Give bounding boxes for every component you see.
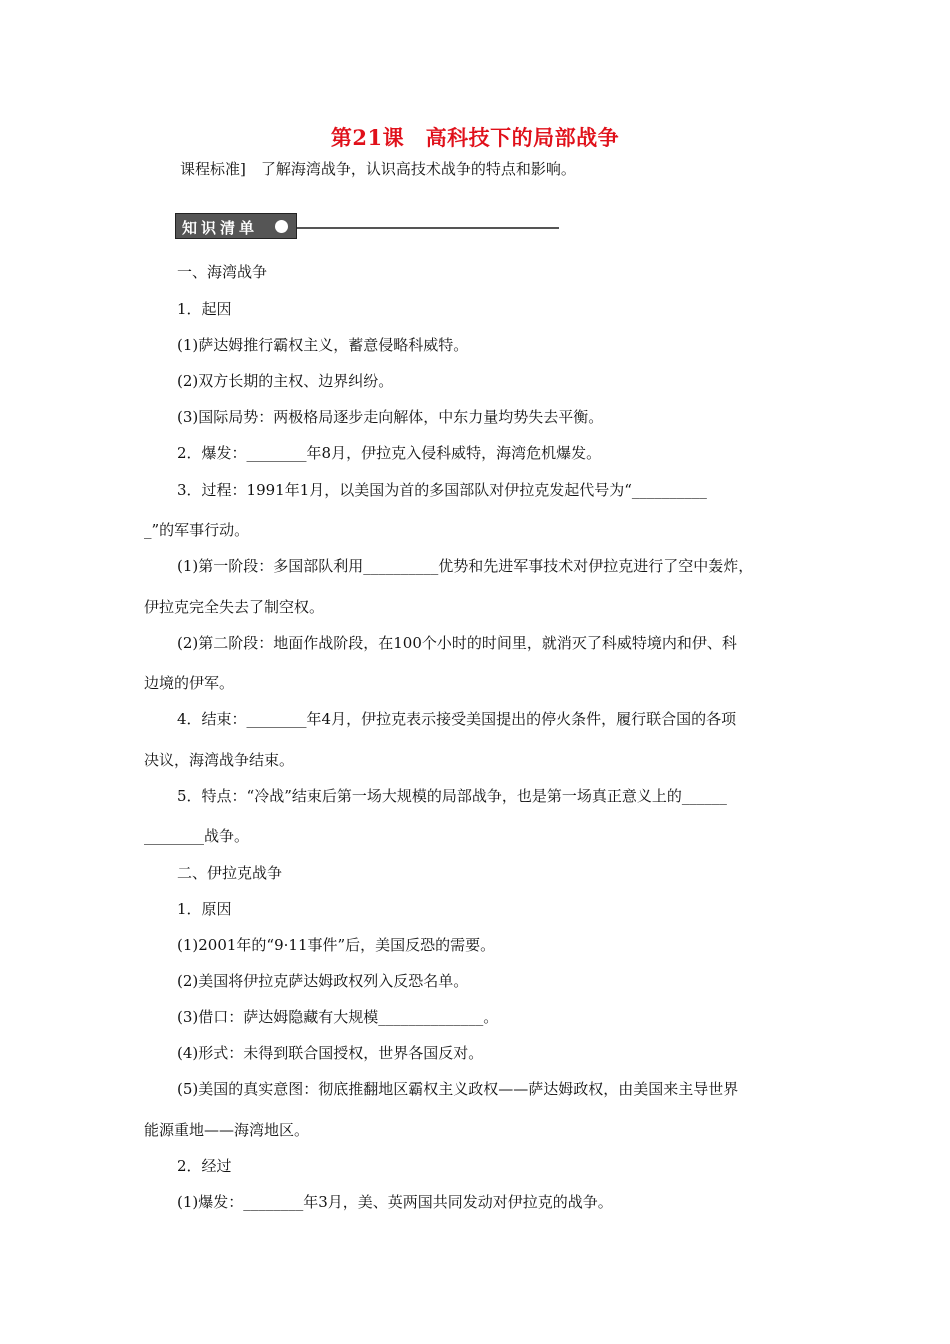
paragraph-line: 伊拉克完全失去了制空权。 <box>144 598 325 616</box>
paragraph-line: (4)形式：未得到联合国授权，世界各国反对。 <box>177 1044 484 1062</box>
paragraph-line: (3)借口：萨达姆隐藏有大规模______________。 <box>177 1008 499 1026</box>
lesson-title: 第21课 高科技下的局部战争 <box>330 125 620 150</box>
paragraph-line: (1)第一阶段：多国部队利用__________优势和先进军事技术对伊拉克进行了空中轰炸， <box>177 557 754 575</box>
subheading: 1．起因 <box>177 300 232 318</box>
paragraph-line: 4．结束：________年4月，伊拉克表示接受美国提出的停火条件，履行联合国的各项 <box>177 710 737 728</box>
paragraph-line: (2)双方长期的主权、边界纠纷。 <box>177 372 394 390</box>
paragraph-line: 能源重地——海湾地区。 <box>144 1121 310 1139</box>
banner-box <box>175 213 297 239</box>
bullet-dot-icon <box>275 220 288 233</box>
paragraph-line: (3)国际局势：两极格局逐步走向解体，中东力量均势失去平衡。 <box>177 408 604 426</box>
section-banner <box>175 213 560 239</box>
banner-label: 知识清单 <box>182 219 259 237</box>
paragraph-line: (2)第二阶段：地面作战阶段，在100个小时的时间里，就消灭了科威特境内和伊、科 <box>177 634 737 652</box>
paragraph-line: (1)2001年的“9·11事件”后，美国反恐的需要。 <box>177 936 496 954</box>
section-heading: 二、伊拉克战争 <box>177 864 283 882</box>
banner-rule <box>297 227 559 229</box>
subheading: 1．原因 <box>177 900 232 918</box>
paragraph-line: 边境的伊军。 <box>144 674 235 692</box>
paragraph-line: 2．爆发：________年8月，伊拉克入侵科威特，海湾危机爆发。 <box>177 444 602 462</box>
paragraph-line: (1)萨达姆推行霸权主义，蓄意侵略科威特。 <box>177 336 469 354</box>
paragraph-line: ________战争。 <box>144 827 250 845</box>
paragraph-line: 3．过程：1991年1月，以美国为首的多国部队对伊拉克发起代号为“__________ <box>177 481 707 499</box>
subheading: 2．经过 <box>177 1157 232 1175</box>
paragraph-line: (2)美国将伊拉克萨达姆政权列入反恐名单。 <box>177 972 469 990</box>
paragraph-line: (5)美国的真实意图：彻底推翻地区霸权主义政权——萨达姆政权，由美国来主导世界 <box>177 1080 739 1098</box>
curriculum-standard: 课程标准] 了解海湾战争，认识高技术战争的特点和影响。 <box>180 160 576 178</box>
paragraph-line: (1)爆发：________年3月，美、英两国共同发动对伊拉克的战争。 <box>177 1193 613 1211</box>
section-heading: 一、海湾战争 <box>177 263 268 281</box>
paragraph-line: _”的军事行动。 <box>144 521 250 539</box>
paragraph-line: 5．特点：“冷战”结束后第一场大规模的局部战争，也是第一场真正意义上的______ <box>177 787 727 805</box>
paragraph-line: 决议，海湾战争结束。 <box>144 751 295 769</box>
